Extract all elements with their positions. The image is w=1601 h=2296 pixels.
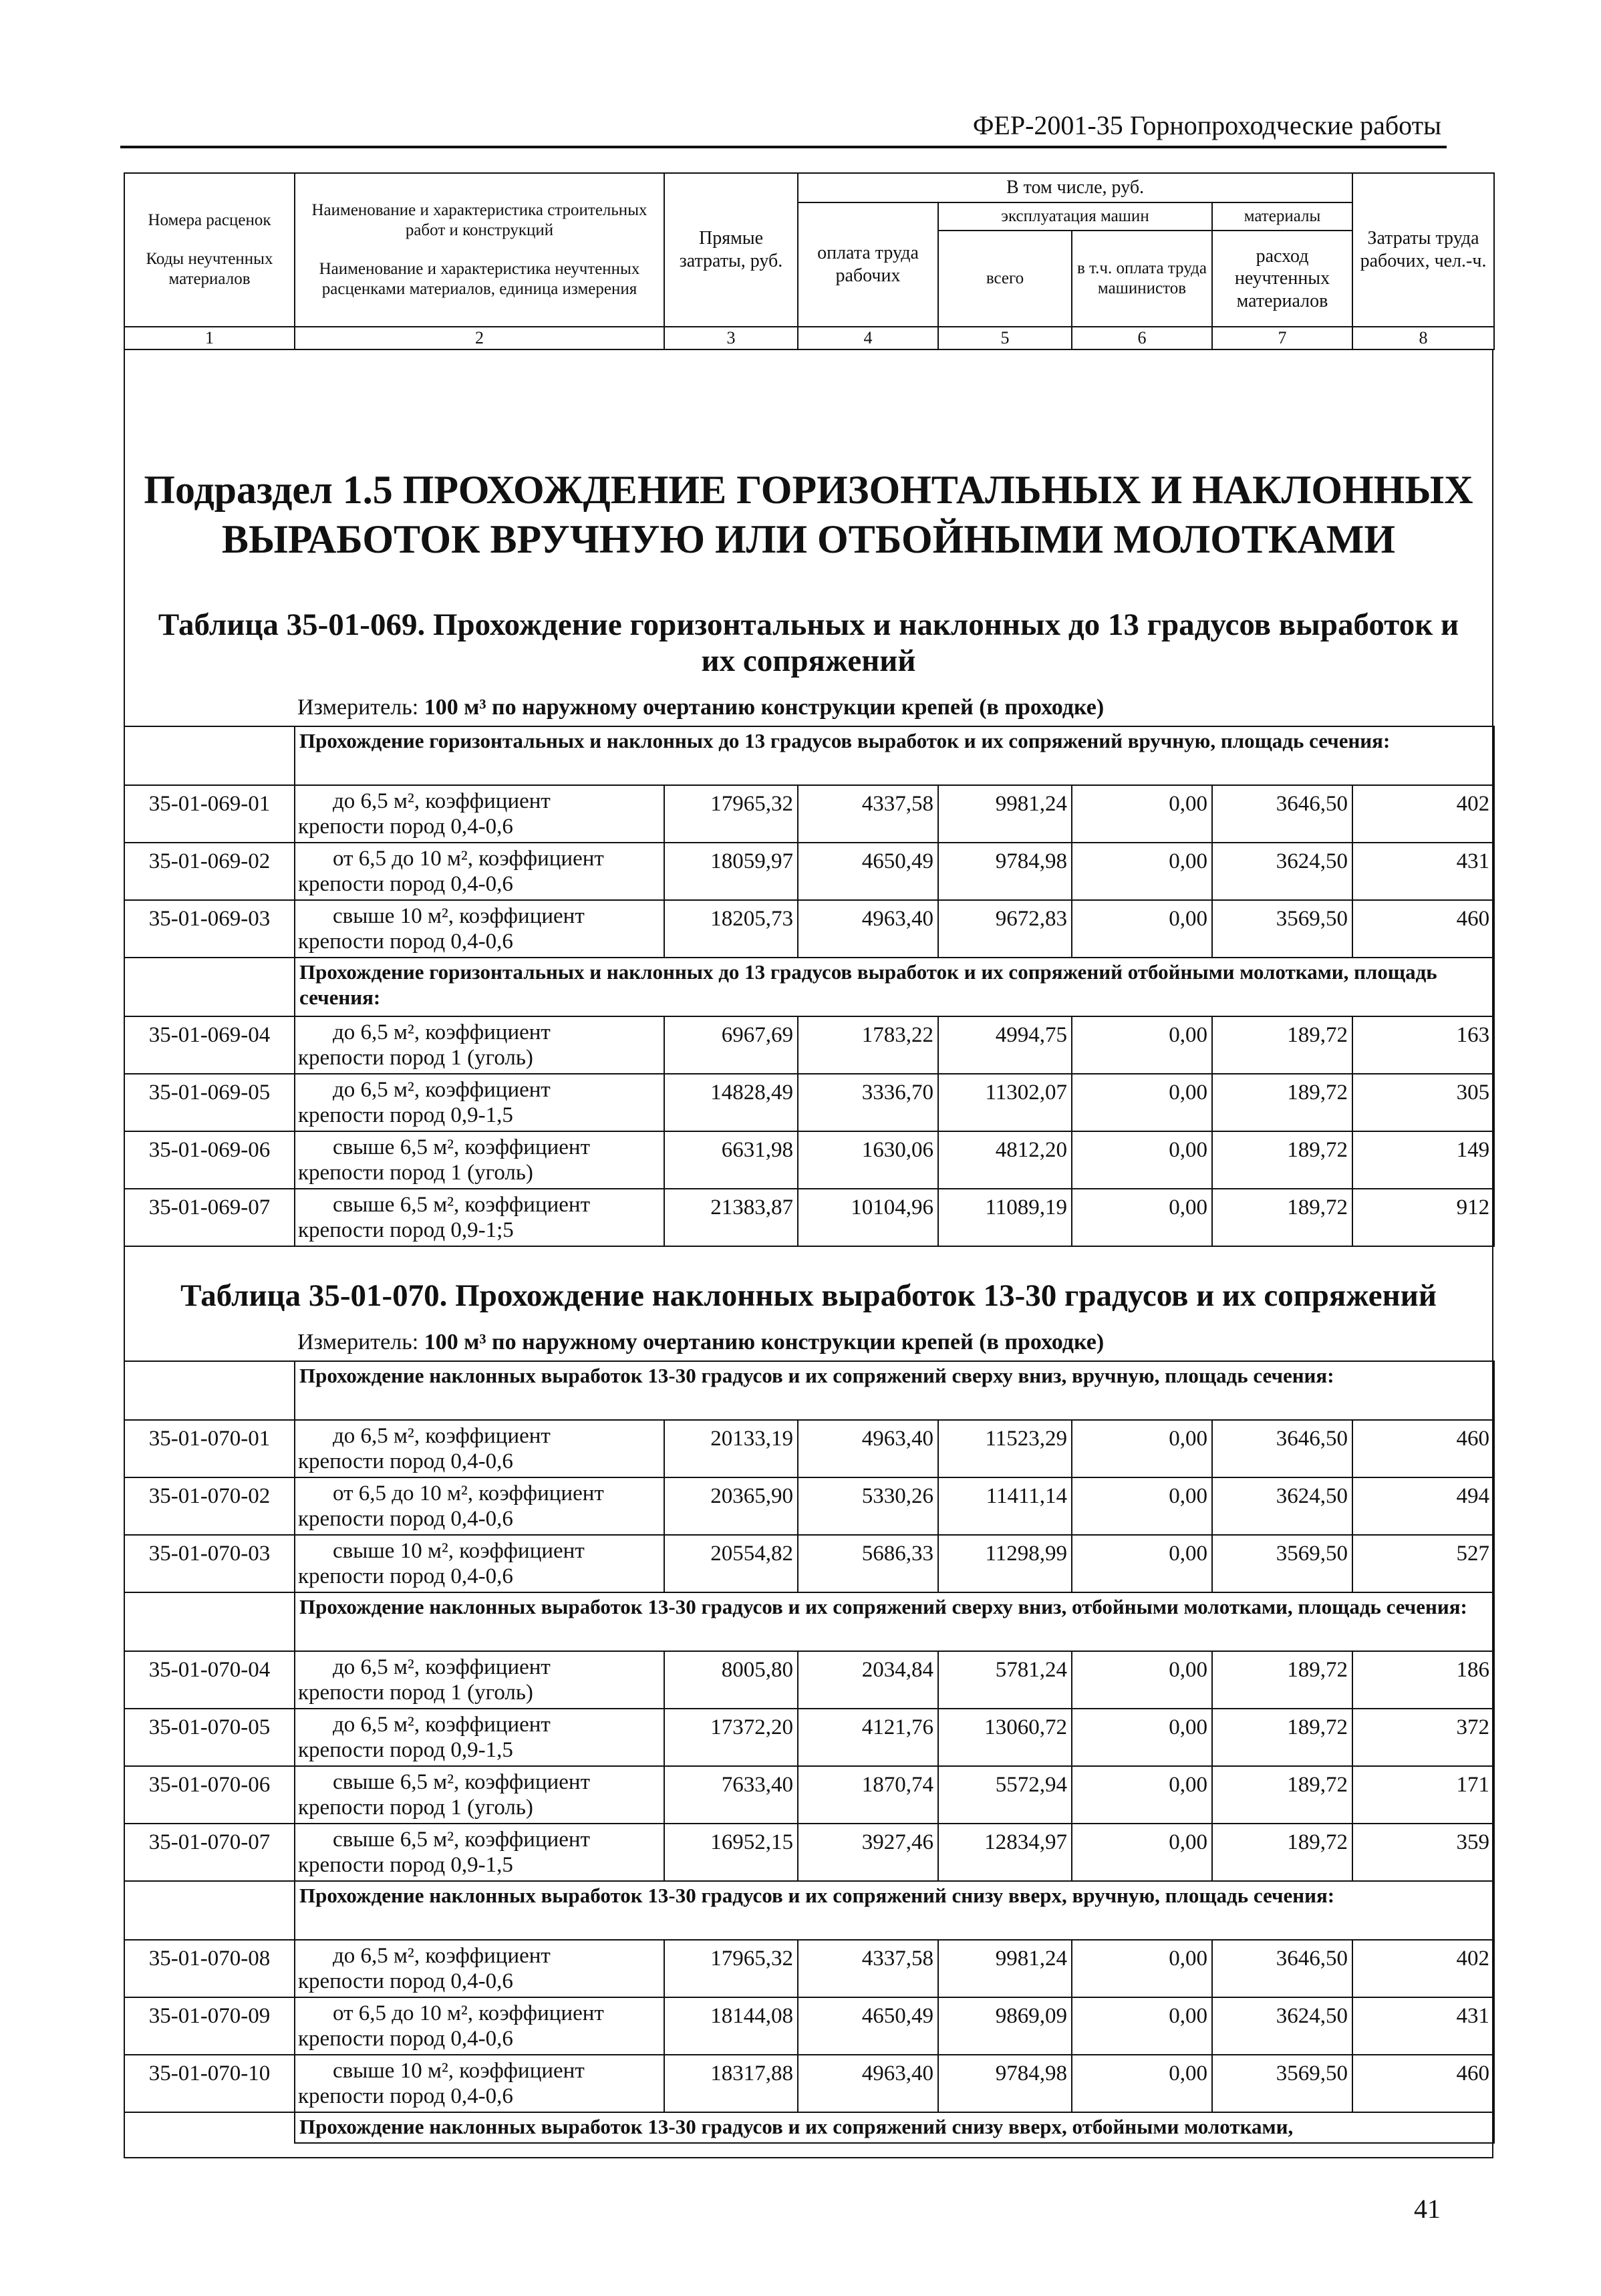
col-6-header: в т.ч. оплата труда машинистов — [1072, 231, 1212, 327]
value-cell-v6: 0,00 — [1072, 900, 1212, 958]
table-row — [124, 1824, 1494, 1881]
work-description-line-2: крепости пород 0,9-1,5 — [298, 1738, 513, 1762]
group-row-spacer — [124, 1881, 295, 1940]
header-rule — [120, 146, 1447, 148]
value-cell-v8: 460 — [1352, 2055, 1494, 2112]
value-cell-v8: 460 — [1352, 1420, 1494, 1477]
value-cell-v4: 4963,40 — [798, 900, 938, 958]
value-cell-v8: 149 — [1352, 1131, 1494, 1189]
value-cell-v3: 20365,90 — [664, 1477, 798, 1535]
work-description-line-1: от 6,5 до 10 м², коэффициент — [333, 1481, 604, 1505]
group-row — [124, 2112, 1494, 2143]
table-070-title-line: Таблица 35-01-070. Прохождение наклонных выработок 13-30 градусов и их сопряжений — [180, 1278, 1437, 1313]
value-cell-v6: 0,00 — [1072, 1074, 1212, 1131]
col-8-header: Затраты труда рабочих, чел.-ч. — [1352, 173, 1494, 327]
rate-code: 35-01-069-03 — [124, 900, 295, 958]
value-cell-v4: 10104,96 — [798, 1189, 938, 1246]
col-2-bottom: Наименование и характеристика неучтенных расценками материалов, единица измерения — [319, 260, 640, 298]
col-3-header: Прямые затраты, руб. — [664, 173, 798, 327]
value-cell-v3: 16952,15 — [664, 1824, 798, 1881]
table-row — [124, 1477, 1494, 1535]
work-description-line-2: крепости пород 1 (уголь) — [298, 1796, 533, 1820]
value-cell-v4: 3336,70 — [798, 1074, 938, 1131]
value-cell-v3: 14828,49 — [664, 1074, 798, 1131]
col-1-header — [124, 173, 295, 327]
value-cell-v3: 18317,88 — [664, 2055, 798, 2112]
work-description-line-1: свыше 6,5 м², коэффициент — [333, 1135, 590, 1159]
group-heading: Прохождение горизонтальных и наклонных до 13 градусов выработок и их сопряжений отбойными молотками, площадь сечения: — [295, 958, 1494, 1016]
running-title: ФЕР-2001-35 Горнопроходческие работы — [972, 110, 1441, 140]
work-description-line-1: свыше 6,5 м², коэффициент — [333, 1770, 590, 1794]
subsection-title-line-2: ВЫРАБОТОК ВРУЧНУЮ ИЛИ ОТБОЙНЫМИ МОЛОТКАМИ — [221, 517, 1396, 561]
work-description — [295, 1997, 664, 2055]
column-header-table — [124, 172, 1495, 350]
value-cell-v8: 527 — [1352, 1535, 1494, 1592]
work-description — [295, 1940, 664, 1997]
table-row — [124, 1535, 1494, 1592]
value-cell-v7: 3646,50 — [1212, 785, 1352, 843]
value-cell-v4: 4337,58 — [798, 1940, 938, 1997]
work-description-line-2: крепости пород 0,9-1,5 — [298, 1853, 513, 1877]
value-cell-v6: 0,00 — [1072, 1766, 1212, 1824]
work-description-line-1: до 6,5 м², коэффициент — [333, 1655, 551, 1679]
running-header — [120, 108, 1447, 148]
work-description-line-2: крепости пород 0,4-0,6 — [298, 1564, 513, 1588]
value-cell-v8: 912 — [1352, 1189, 1494, 1246]
value-cell-v3: 20133,19 — [664, 1420, 798, 1477]
value-cell-v6: 0,00 — [1072, 843, 1212, 900]
work-description — [295, 1535, 664, 1592]
rate-code: 35-01-070-08 — [124, 1940, 295, 1997]
work-description — [295, 785, 664, 843]
value-cell-v4: 3927,46 — [798, 1824, 938, 1881]
value-cell-v6: 0,00 — [1072, 2055, 1212, 2112]
col-number: 7 — [1212, 327, 1352, 349]
work-description-line-2: крепости пород 0,4-0,6 — [298, 1449, 513, 1473]
col-number: 2 — [295, 327, 664, 349]
value-cell-v6: 0,00 — [1072, 1940, 1212, 1997]
value-cell-v6: 0,00 — [1072, 1709, 1212, 1766]
rate-code: 35-01-069-04 — [124, 1016, 295, 1074]
value-cell-v3: 18144,08 — [664, 1997, 798, 2055]
table-070 — [124, 1360, 1495, 2144]
work-description-line-2: крепости пород 0,4-0,6 — [298, 1507, 513, 1531]
value-cell-v7: 3624,50 — [1212, 843, 1352, 900]
work-description — [295, 1709, 664, 1766]
value-cell-v5: 4812,20 — [938, 1131, 1072, 1189]
value-cell-v3: 17965,32 — [664, 1940, 798, 1997]
value-cell-v8: 359 — [1352, 1824, 1494, 1881]
value-cell-v7: 189,72 — [1212, 1074, 1352, 1131]
value-cell-v8: 431 — [1352, 843, 1494, 900]
value-cell-v3: 20554,82 — [664, 1535, 798, 1592]
value-cell-v8: 431 — [1352, 1997, 1494, 2055]
rate-code: 35-01-070-07 — [124, 1824, 295, 1881]
value-cell-v6: 0,00 — [1072, 1189, 1212, 1246]
value-cell-v7: 3569,50 — [1212, 1535, 1352, 1592]
rate-code: 35-01-069-02 — [124, 843, 295, 900]
col-1-top: Номера расценок — [148, 211, 271, 229]
value-cell-v7: 3646,50 — [1212, 1420, 1352, 1477]
group-heading: Прохождение горизонтальных и наклонных до 13 градусов выработок и их сопряжений вручную, площадь сечения: — [295, 726, 1494, 785]
value-cell-v5: 9784,98 — [938, 2055, 1072, 2112]
value-cell-v8: 402 — [1352, 785, 1494, 843]
value-cell-v5: 11298,99 — [938, 1535, 1072, 1592]
group-heading: Прохождение наклонных выработок 13-30 градусов и их сопряжений сверху вниз, вручную, площадь сечения: — [295, 1361, 1494, 1420]
work-description — [295, 1016, 664, 1074]
value-cell-v3: 6967,69 — [664, 1016, 798, 1074]
value-cell-v5: 11411,14 — [938, 1477, 1072, 1535]
work-description-line-2: крепости пород 0,4-0,6 — [298, 1969, 513, 1993]
work-description — [295, 1477, 664, 1535]
value-cell-v3: 18205,73 — [664, 900, 798, 958]
table-069-title-line-2: их сопряжений — [701, 643, 916, 678]
value-cell-v5: 9784,98 — [938, 843, 1072, 900]
value-cell-v3: 8005,80 — [664, 1651, 798, 1709]
work-description-line-2: крепости пород 0,4-0,6 — [298, 929, 513, 954]
group-row — [124, 1592, 1494, 1651]
work-description-line-1: от 6,5 до 10 м², коэффициент — [333, 2001, 604, 2025]
table-row — [124, 785, 1494, 843]
value-cell-v5: 13060,72 — [938, 1709, 1072, 1766]
value-cell-v8: 305 — [1352, 1074, 1494, 1131]
work-description-line-1: до 6,5 м², коэффициент — [333, 1944, 551, 1968]
rate-code: 35-01-070-06 — [124, 1766, 295, 1824]
col-number: 4 — [798, 327, 938, 349]
measure-text: 100 м³ по наружному очертанию конструкции крепей (в проходке) — [424, 1330, 1105, 1354]
value-cell-v5: 9869,09 — [938, 1997, 1072, 2055]
value-cell-v8: 372 — [1352, 1709, 1494, 1766]
value-cell-v7: 189,72 — [1212, 1709, 1352, 1766]
col-2-top: Наименование и характеристика строительных работ и конструкций — [311, 201, 647, 239]
group-header: В том числе, руб. — [798, 173, 1352, 202]
value-cell-v5: 9981,24 — [938, 1940, 1072, 1997]
page-number: 41 — [1414, 2194, 1441, 2224]
col-5-header: всего — [938, 231, 1072, 327]
group-row-spacer — [124, 2112, 295, 2143]
table-row — [124, 1420, 1494, 1477]
value-cell-v4: 1630,06 — [798, 1131, 938, 1189]
value-cell-v3: 6631,98 — [664, 1131, 798, 1189]
value-cell-v4: 4337,58 — [798, 785, 938, 843]
rate-code: 35-01-069-07 — [124, 1189, 295, 1246]
value-cell-v8: 186 — [1352, 1651, 1494, 1709]
work-description-line-1: свыше 10 м², коэффициент — [333, 1539, 585, 1563]
table-row — [124, 1074, 1494, 1131]
table-row — [124, 1189, 1494, 1246]
value-cell-v4: 5330,26 — [798, 1477, 938, 1535]
value-cell-v7: 189,72 — [1212, 1651, 1352, 1709]
measure-text: 100 м³ по наружному очертанию конструкции крепей (в проходке) — [424, 695, 1105, 720]
work-description-line-2: крепости пород 0,9-1,5 — [298, 1103, 513, 1127]
col-number: 6 — [1072, 327, 1212, 349]
group-row — [124, 1881, 1494, 1940]
table-row — [124, 900, 1494, 958]
table-069-title-line-1: Таблица 35-01-069. Прохождение горизонтальных и наклонных до 13 градусов выработок и — [158, 607, 1459, 642]
value-cell-v3: 17965,32 — [664, 785, 798, 843]
value-cell-v5: 12834,97 — [938, 1824, 1072, 1881]
value-cell-v5: 4994,75 — [938, 1016, 1072, 1074]
materials-header: материалы — [1212, 202, 1352, 231]
value-cell-v7: 189,72 — [1212, 1016, 1352, 1074]
value-cell-v6: 0,00 — [1072, 1651, 1212, 1709]
value-cell-v4: 4650,49 — [798, 843, 938, 900]
col-7-header: расход неучтенных материалов — [1212, 231, 1352, 327]
work-description-line-2: крепости пород 0,4-0,6 — [298, 815, 513, 839]
work-description-line-1: до 6,5 м², коэффициент — [333, 1713, 551, 1737]
rate-code: 35-01-069-05 — [124, 1074, 295, 1131]
work-description — [295, 843, 664, 900]
value-cell-v6: 0,00 — [1072, 1420, 1212, 1477]
work-description-line-1: от 6,5 до 10 м², коэффициент — [333, 847, 604, 871]
value-cell-v8: 171 — [1352, 1766, 1494, 1824]
group-row-spacer — [124, 726, 295, 785]
value-cell-v6: 0,00 — [1072, 1131, 1212, 1189]
subsection-title — [124, 465, 1493, 564]
value-cell-v7: 189,72 — [1212, 1189, 1352, 1246]
machines-header: эксплуатация машин — [938, 202, 1212, 231]
value-cell-v4: 5686,33 — [798, 1535, 938, 1592]
value-cell-v8: 163 — [1352, 1016, 1494, 1074]
work-description-line-1: до 6,5 м², коэффициент — [333, 1424, 551, 1448]
value-cell-v7: 189,72 — [1212, 1766, 1352, 1824]
work-description-line-2: крепости пород 0,4-0,6 — [298, 2027, 513, 2051]
value-cell-v5: 11523,29 — [938, 1420, 1072, 1477]
group-row — [124, 726, 1494, 785]
work-description — [295, 1189, 664, 1246]
value-cell-v8: 402 — [1352, 1940, 1494, 1997]
col-2-header — [295, 173, 664, 327]
value-cell-v6: 0,00 — [1072, 1016, 1212, 1074]
col-number: 8 — [1352, 327, 1494, 349]
value-cell-v7: 3569,50 — [1212, 2055, 1352, 2112]
value-cell-v7: 3624,50 — [1212, 1477, 1352, 1535]
work-description-line-1: до 6,5 м², коэффициент — [333, 1078, 551, 1102]
value-cell-v8: 494 — [1352, 1477, 1494, 1535]
value-cell-v7: 3646,50 — [1212, 1940, 1352, 1997]
table-069-measure — [297, 695, 1104, 720]
table-row — [124, 1997, 1494, 2055]
work-description-line-2: крепости пород 0,4-0,6 — [298, 2084, 513, 2108]
group-row-spacer — [124, 958, 295, 1016]
value-cell-v4: 4963,40 — [798, 2055, 938, 2112]
work-description-line-1: свыше 10 м², коэффициент — [333, 2059, 585, 2083]
value-cell-v3: 18059,97 — [664, 843, 798, 900]
rate-code: 35-01-070-09 — [124, 1997, 295, 2055]
value-cell-v6: 0,00 — [1072, 1824, 1212, 1881]
value-cell-v6: 0,00 — [1072, 1477, 1212, 1535]
rate-code: 35-01-070-02 — [124, 1477, 295, 1535]
table-070-measure — [297, 1330, 1104, 1355]
value-cell-v4: 4650,49 — [798, 1997, 938, 2055]
group-row-spacer — [124, 1361, 295, 1420]
rate-code: 35-01-070-04 — [124, 1651, 295, 1709]
work-description-line-2: крепости пород 1 (уголь) — [298, 1046, 533, 1070]
rate-code: 35-01-070-01 — [124, 1420, 295, 1477]
value-cell-v5: 9981,24 — [938, 785, 1072, 843]
work-description-line-1: до 6,5 м², коэффициент — [333, 1020, 551, 1044]
table-row — [124, 1016, 1494, 1074]
rate-code: 35-01-070-10 — [124, 2055, 295, 2112]
col-1-bottom: Коды неучтенных материалов — [146, 250, 273, 288]
value-cell-v4: 2034,84 — [798, 1651, 938, 1709]
measure-label: Измеритель: — [297, 1330, 424, 1354]
table-069 — [124, 726, 1495, 1247]
value-cell-v4: 4963,40 — [798, 1420, 938, 1477]
value-cell-v7: 3624,50 — [1212, 1997, 1352, 2055]
rate-code: 35-01-069-01 — [124, 785, 295, 843]
value-cell-v3: 17372,20 — [664, 1709, 798, 1766]
table-row — [124, 1940, 1494, 1997]
value-cell-v5: 5572,94 — [938, 1766, 1072, 1824]
table-069-title — [127, 607, 1490, 679]
table-row — [124, 843, 1494, 900]
value-cell-v7: 3569,50 — [1212, 900, 1352, 958]
work-description — [295, 1074, 664, 1131]
work-description — [295, 1420, 664, 1477]
value-cell-v5: 11302,07 — [938, 1074, 1072, 1131]
work-description-line-1: свыше 6,5 м², коэффициент — [333, 1193, 590, 1217]
col-number: 5 — [938, 327, 1072, 349]
table-070-title — [127, 1278, 1490, 1314]
group-heading: Прохождение наклонных выработок 13-30 градусов и их сопряжений сверху вниз, отбойными молотками, площадь сечения: — [295, 1592, 1494, 1651]
group-row — [124, 958, 1494, 1016]
work-description — [295, 900, 664, 958]
work-description-line-1: свыше 6,5 м², коэффициент — [333, 1828, 590, 1852]
value-cell-v6: 0,00 — [1072, 1997, 1212, 2055]
work-description-line-1: до 6,5 м², коэффициент — [333, 789, 551, 813]
col-number: 1 — [124, 327, 295, 349]
value-cell-v5: 11089,19 — [938, 1189, 1072, 1246]
table-row — [124, 1131, 1494, 1189]
group-row — [124, 1361, 1494, 1420]
group-heading: Прохождение наклонных выработок 13-30 градусов и их сопряжений снизу вверх, вручную, площадь сечения: — [295, 1881, 1494, 1940]
rate-code: 35-01-070-05 — [124, 1709, 295, 1766]
value-cell-v5: 5781,24 — [938, 1651, 1072, 1709]
value-cell-v5: 9672,83 — [938, 900, 1072, 958]
work-description-line-2: крепости пород 0,4-0,6 — [298, 872, 513, 896]
work-description-line-2: крепости пород 1 (уголь) — [298, 1161, 533, 1185]
work-description-line-1: свыше 10 м², коэффициент — [333, 904, 585, 928]
work-description-line-2: крепости пород 1 (уголь) — [298, 1681, 533, 1705]
table-row — [124, 1709, 1494, 1766]
value-cell-v4: 1783,22 — [798, 1016, 938, 1074]
col-number: 3 — [664, 327, 798, 349]
value-cell-v8: 460 — [1352, 900, 1494, 958]
value-cell-v4: 4121,76 — [798, 1709, 938, 1766]
work-description-line-2: крепости пород 0,9-1;5 — [298, 1218, 514, 1242]
value-cell-v7: 189,72 — [1212, 1131, 1352, 1189]
table-row — [124, 1766, 1494, 1824]
work-description — [295, 1766, 664, 1824]
work-description — [295, 2055, 664, 2112]
value-cell-v6: 0,00 — [1072, 1535, 1212, 1592]
work-description — [295, 1131, 664, 1189]
work-description — [295, 1824, 664, 1881]
group-row-spacer — [124, 1592, 295, 1651]
table-row — [124, 2055, 1494, 2112]
value-cell-v6: 0,00 — [1072, 785, 1212, 843]
value-cell-v4: 1870,74 — [798, 1766, 938, 1824]
rate-code: 35-01-070-03 — [124, 1535, 295, 1592]
value-cell-v7: 189,72 — [1212, 1824, 1352, 1881]
value-cell-v3: 7633,40 — [664, 1766, 798, 1824]
col-4-header: оплата труда рабочих — [798, 202, 938, 327]
rate-code: 35-01-069-06 — [124, 1131, 295, 1189]
value-cell-v3: 21383,87 — [664, 1189, 798, 1246]
measure-label: Измеритель: — [297, 695, 424, 720]
work-description — [295, 1651, 664, 1709]
group-heading: Прохождение наклонных выработок 13-30 градусов и их сопряжений снизу вверх, отбойными молотками, — [295, 2112, 1494, 2143]
subsection-title-line-1: Подраздел 1.5 ПРОХОЖДЕНИЕ ГОРИЗОНТАЛЬНЫХ И НАКЛОННЫХ — [144, 468, 1473, 512]
table-row — [124, 1651, 1494, 1709]
